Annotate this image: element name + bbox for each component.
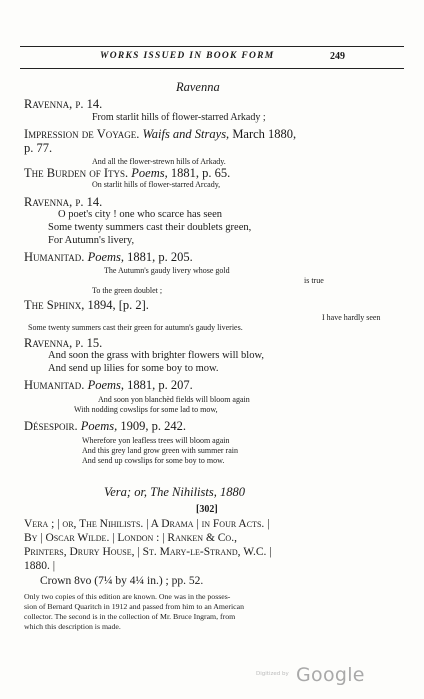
section-heading-ravenna: Ravenna	[176, 80, 220, 94]
note-line: which this description is made.	[24, 622, 121, 631]
format-line: Crown 8vo (7¼ by 4¼ in.) ; pp. 52.	[40, 575, 204, 587]
source-impression-de-voyage	[24, 127, 296, 142]
google-watermark-logo: Google	[296, 664, 365, 686]
quote-line: And send up lilies for some boy to mow.	[48, 363, 219, 374]
source-title: The Burden of Itys.	[24, 166, 129, 180]
quote-line: Some twenty summers cast their green for autumn's gaudy liveries.	[28, 323, 243, 332]
source-page: p. 77.	[24, 141, 53, 155]
section-heading-vera: Vera; or, The Nihilists, 1880	[104, 485, 245, 499]
source-desespoir	[24, 419, 186, 434]
running-header-title: WORKS ISSUED IN BOOK FORM	[100, 51, 275, 61]
quote-line: And send up cowslips for some boy to mow.	[82, 456, 225, 465]
source-ravenna-p14: Ravenna, p. 14.	[24, 97, 103, 111]
source-date: 1881, p. 65.	[170, 166, 231, 180]
quote-line: Some twenty summers cast their doublets green,	[48, 222, 252, 233]
page-number: 249	[330, 51, 345, 62]
source-date: March 1880,	[232, 127, 297, 141]
quote-line: I have hardly seen	[322, 313, 381, 322]
source-work: Waifs and Strays,	[142, 127, 230, 141]
source-work: Poems,	[131, 166, 168, 180]
source-work: Poems,	[80, 419, 118, 433]
bib-line: 1880. |	[24, 560, 56, 572]
entry-number: [302]	[196, 504, 218, 515]
source-title: Impression de Voyage.	[24, 127, 140, 141]
quote-line: And this grey land grow green with summer rain	[82, 446, 238, 455]
quote-line: O poet's city ! one who scarce has seen	[58, 209, 223, 220]
source-title: The Sphinx,	[24, 298, 85, 312]
source-date: 1909, p. 242.	[120, 419, 186, 433]
source-burden-of-itys	[24, 166, 230, 181]
quote-line: On starlit hills of flower-starred Arcady,	[92, 180, 221, 189]
bib-line: By | Oscar Wilde. | London : | Ranken & Co.,	[24, 532, 237, 544]
quote-line: With nodding cowslips for some lad to mow,	[74, 405, 218, 414]
bib-line: Vera ; | or, The Nihilists. | A Drama | in Four Acts. |	[24, 518, 270, 530]
quote-line: And soon yon blanchèd fields will bloom again	[98, 395, 250, 404]
source-title: Désespoir.	[24, 419, 78, 433]
note-line: Only two copies of this edition are known. One was in the posses-	[24, 592, 231, 601]
note-line: sion of Bernard Quaritch in 1912 and passed from him to an American	[24, 602, 244, 611]
header-top-rule	[20, 46, 404, 47]
quote-line: And all the flower-strewn hills of Arkady.	[92, 157, 226, 166]
quote-line: To the green doublet ;	[92, 286, 163, 295]
source-date: 1881, p. 207.	[127, 378, 193, 392]
quote-line: From starlit hills of flower-starred Arkady ;	[92, 112, 266, 123]
source-work: Poems,	[87, 250, 125, 264]
source-date: 1894, [p. 2].	[87, 298, 149, 312]
source-date: 1881, p. 205.	[127, 250, 193, 264]
note-line: collector. The second is in the collection of Mr. Bruce Ingram, from	[24, 612, 236, 621]
source-the-sphinx	[24, 298, 149, 313]
quote-line: Wherefore yon leafless trees will bloom again	[82, 436, 230, 445]
header-bottom-rule	[20, 68, 404, 69]
quote-line: The Autumn's gaudy livery whose gold	[104, 266, 230, 275]
source-work: Poems,	[87, 378, 125, 392]
quote-line: And soon the grass with brighter flowers will blow,	[48, 350, 264, 361]
digitized-by-label: Digitized by	[256, 671, 289, 677]
quote-line: is true	[304, 276, 324, 285]
quote-line: For Autumn's livery,	[48, 235, 135, 246]
source-humanitad	[24, 378, 193, 393]
source-humanitad	[24, 250, 193, 265]
source-title: Humanitad.	[24, 250, 85, 264]
bib-line: Printers, Drury House, | St. Mary-le-Strand, W.C. |	[24, 546, 272, 558]
source-title: Humanitad.	[24, 378, 85, 392]
source-ravenna-p15: Ravenna, p. 15.	[24, 336, 103, 350]
source-ravenna-p14: Ravenna, p. 14.	[24, 195, 103, 209]
